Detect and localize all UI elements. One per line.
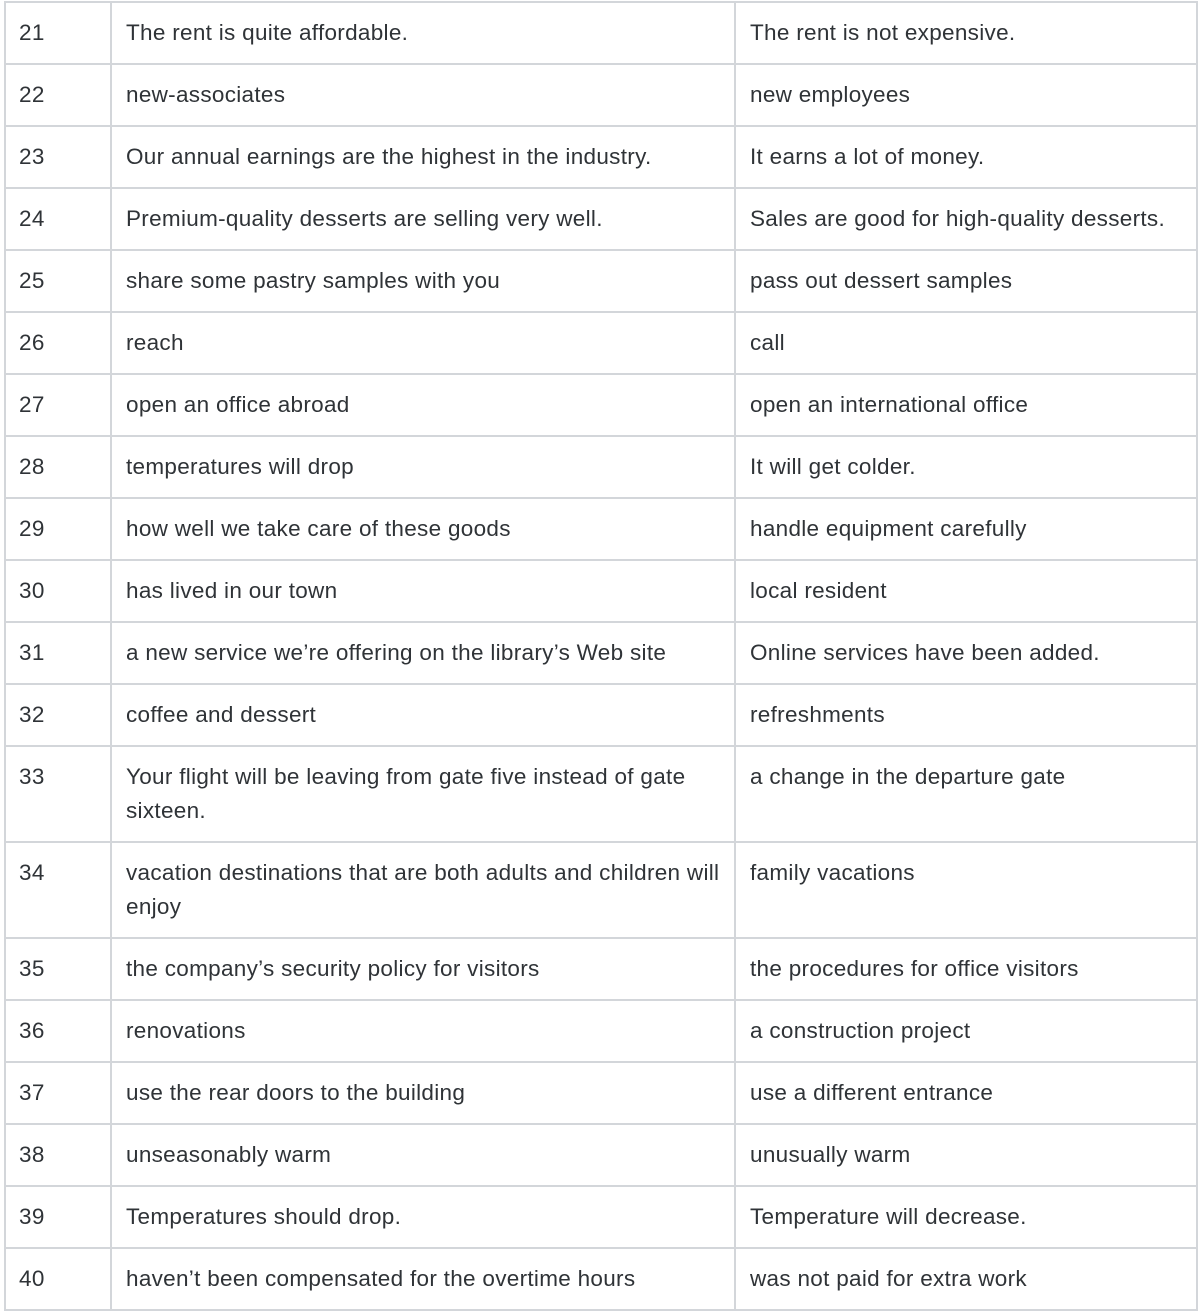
row-number: 23 xyxy=(5,126,111,188)
row-number: 22 xyxy=(5,64,111,126)
table-row xyxy=(5,746,1197,842)
source-phrase: the company’s security policy for visitors xyxy=(111,938,735,1000)
paraphrase: was not paid for extra work xyxy=(735,1248,1197,1310)
row-number: 39 xyxy=(5,1186,111,1248)
source-phrase: The rent is quite affordable. xyxy=(111,2,735,64)
table-row xyxy=(5,938,1197,1000)
paraphrase: a change in the departure gate xyxy=(735,746,1197,842)
row-number: 30 xyxy=(5,560,111,622)
source-phrase: use the rear doors to the building xyxy=(111,1062,735,1124)
source-phrase: Our annual earnings are the highest in the industry. xyxy=(111,126,735,188)
source-phrase: Temperatures should drop. xyxy=(111,1186,735,1248)
paraphrase: local resident xyxy=(735,560,1197,622)
table-row xyxy=(5,1062,1197,1124)
paraphrase: new employees xyxy=(735,64,1197,126)
source-phrase: reach xyxy=(111,312,735,374)
source-phrase: unseasonably warm xyxy=(111,1124,735,1186)
paraphrase: the procedures for office visitors xyxy=(735,938,1197,1000)
source-phrase: share some pastry samples with you xyxy=(111,250,735,312)
row-number: 32 xyxy=(5,684,111,746)
table-row xyxy=(5,1248,1197,1310)
paraphrase: pass out dessert samples xyxy=(735,250,1197,312)
source-phrase: temperatures will drop xyxy=(111,436,735,498)
row-number: 38 xyxy=(5,1124,111,1186)
table-row xyxy=(5,842,1197,938)
row-number: 33 xyxy=(5,746,111,842)
paraphrase: Temperature will decrease. xyxy=(735,1186,1197,1248)
table-row xyxy=(5,684,1197,746)
table-row xyxy=(5,126,1197,188)
paraphrase: Sales are good for high-quality desserts. xyxy=(735,188,1197,250)
paraphrase: refreshments xyxy=(735,684,1197,746)
paraphrase-table-container xyxy=(4,1,1196,1311)
source-phrase: vacation destinations that are both adults and children will enjoy xyxy=(111,842,735,938)
row-number: 34 xyxy=(5,842,111,938)
table-row xyxy=(5,1000,1197,1062)
table-row xyxy=(5,250,1197,312)
source-phrase: coffee and dessert xyxy=(111,684,735,746)
paraphrase: a construction project xyxy=(735,1000,1197,1062)
source-phrase: new-associates xyxy=(111,64,735,126)
source-phrase: haven’t been compensated for the overtime hours xyxy=(111,1248,735,1310)
paraphrase: handle equipment carefully xyxy=(735,498,1197,560)
paraphrase: It will get colder. xyxy=(735,436,1197,498)
table-row xyxy=(5,498,1197,560)
source-phrase: Premium-quality desserts are selling very well. xyxy=(111,188,735,250)
row-number: 40 xyxy=(5,1248,111,1310)
table-row xyxy=(5,2,1197,64)
table-row xyxy=(5,64,1197,126)
table-row xyxy=(5,436,1197,498)
paraphrase: It earns a lot of money. xyxy=(735,126,1197,188)
source-phrase: renovations xyxy=(111,1000,735,1062)
paraphrase: family vacations xyxy=(735,842,1197,938)
row-number: 28 xyxy=(5,436,111,498)
row-number: 24 xyxy=(5,188,111,250)
table-row xyxy=(5,312,1197,374)
source-phrase: has lived in our town xyxy=(111,560,735,622)
row-number: 21 xyxy=(5,2,111,64)
source-phrase: how well we take care of these goods xyxy=(111,498,735,560)
table-body xyxy=(5,2,1197,1310)
row-number: 35 xyxy=(5,938,111,1000)
table-row xyxy=(5,188,1197,250)
paraphrase: use a different entrance xyxy=(735,1062,1197,1124)
paraphrase: The rent is not expensive. xyxy=(735,2,1197,64)
table-row xyxy=(5,622,1197,684)
table-row xyxy=(5,1186,1197,1248)
row-number: 26 xyxy=(5,312,111,374)
paraphrase-table xyxy=(4,1,1198,1311)
row-number: 31 xyxy=(5,622,111,684)
source-phrase: a new service we’re offering on the library’s Web site xyxy=(111,622,735,684)
row-number: 29 xyxy=(5,498,111,560)
paraphrase: unusually warm xyxy=(735,1124,1197,1186)
row-number: 36 xyxy=(5,1000,111,1062)
row-number: 37 xyxy=(5,1062,111,1124)
paraphrase: open an international office xyxy=(735,374,1197,436)
table-row xyxy=(5,374,1197,436)
source-phrase: Your flight will be leaving from gate five instead of gate sixteen. xyxy=(111,746,735,842)
source-phrase: open an office abroad xyxy=(111,374,735,436)
row-number: 25 xyxy=(5,250,111,312)
paraphrase: Online services have been added. xyxy=(735,622,1197,684)
table-row xyxy=(5,1124,1197,1186)
paraphrase: call xyxy=(735,312,1197,374)
row-number: 27 xyxy=(5,374,111,436)
table-row xyxy=(5,560,1197,622)
